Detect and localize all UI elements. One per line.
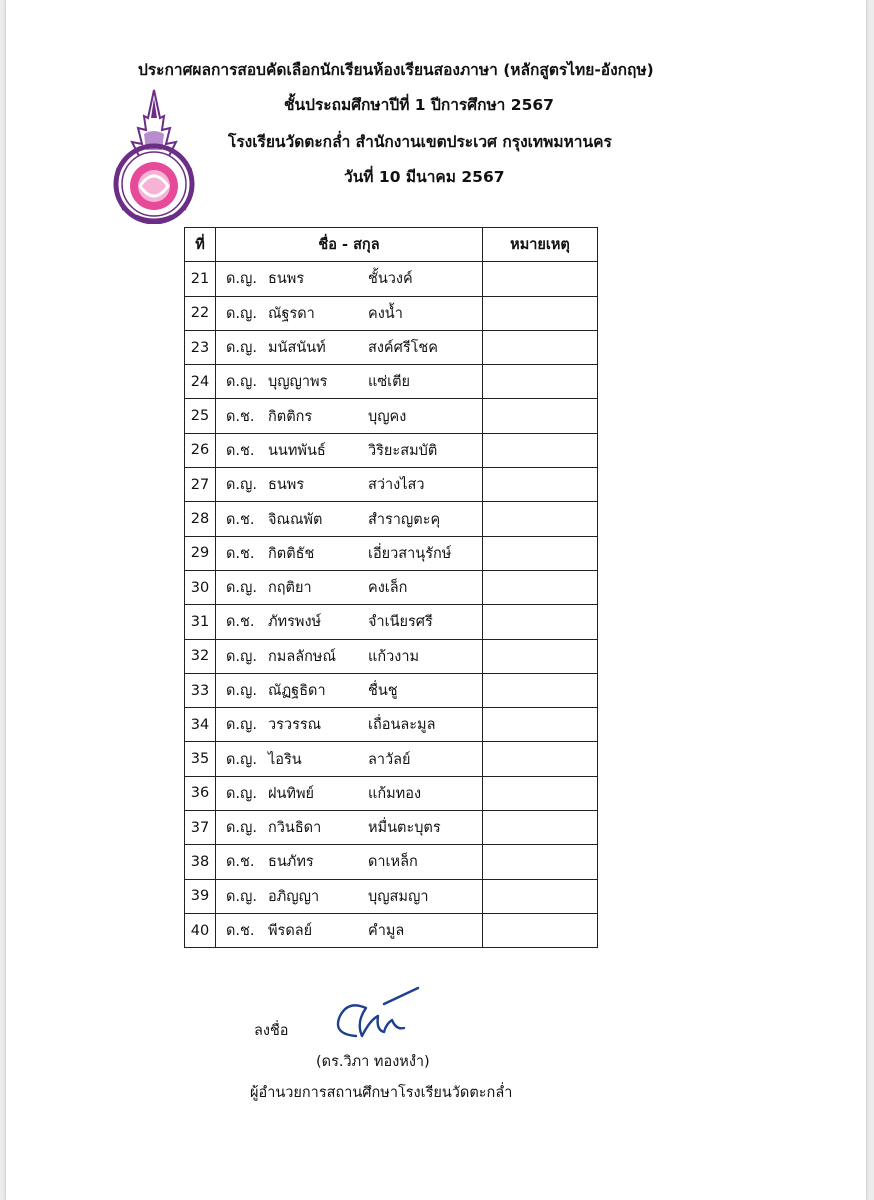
last-name: เอี่ยวสานุรักษ์ (368, 545, 452, 562)
row-remark (483, 296, 598, 330)
table-row (185, 811, 598, 845)
row-remark (483, 399, 598, 433)
row-number: 32 (185, 639, 216, 673)
student-name (216, 742, 483, 776)
header-no: ที่ (185, 228, 216, 262)
first-name: ธนพร (268, 271, 305, 288)
row-remark (483, 570, 598, 604)
table-row (185, 502, 598, 536)
table-row (185, 330, 598, 364)
school-line: โรงเรียนวัดตะกล่ำ สำนักงานเขตประเวศ กรุงเทพมหานคร (228, 133, 612, 151)
name-prefix: ด.ญ. (226, 751, 257, 768)
row-remark (483, 708, 598, 742)
row-number: 24 (185, 365, 216, 399)
table-row (185, 433, 598, 467)
table-row (185, 742, 598, 776)
table-row (185, 296, 598, 330)
name-prefix: ด.ช. (226, 408, 255, 425)
name-prefix: ด.ช. (226, 854, 255, 871)
row-remark (483, 468, 598, 502)
last-name: ดาเหล็ก (368, 854, 418, 871)
name-prefix: ด.ญ. (226, 271, 257, 288)
student-name (216, 845, 483, 879)
first-name: ธนพร (268, 477, 305, 494)
name-prefix: ด.ญ. (226, 305, 257, 322)
last-name: จำเนียรศรี (368, 614, 433, 631)
first-name: กฤติยา (268, 580, 312, 597)
name-prefix: ด.ญ. (226, 374, 257, 391)
name-prefix: ด.ญ. (226, 648, 257, 665)
table-row (185, 708, 598, 742)
student-name (216, 262, 483, 296)
first-name: กวินธิดา (268, 820, 322, 837)
name-prefix: ด.ญ. (226, 888, 257, 905)
student-name (216, 776, 483, 810)
row-number: 25 (185, 399, 216, 433)
row-remark (483, 742, 598, 776)
first-name: อภิญญา (268, 888, 320, 905)
student-name (216, 811, 483, 845)
student-name (216, 433, 483, 467)
last-name: คำมูล (368, 923, 405, 940)
student-name (216, 570, 483, 604)
first-name: วรวรรณ (268, 717, 322, 734)
last-name: คงเล็ก (368, 580, 408, 597)
document-page (6, 0, 866, 1200)
row-number: 22 (185, 296, 216, 330)
school-emblem-icon (104, 88, 204, 224)
name-prefix: ด.ช. (226, 442, 255, 459)
first-name: ไอริน (268, 751, 302, 768)
announcement-title: ประกาศผลการสอบคัดเลือกนักเรียนห้องเรียนสองภาษา (หลักสูตรไทย-อังกฤษ) (138, 61, 654, 79)
signer-title: ผู้อำนวยการสถานศึกษาโรงเรียนวัดตะกล่ำ (250, 1085, 513, 1101)
table-row (185, 262, 598, 296)
first-name: มนัสนันท์ (268, 340, 326, 357)
name-prefix: ด.ญ. (226, 717, 257, 734)
row-remark (483, 673, 598, 707)
row-number: 30 (185, 570, 216, 604)
row-number: 26 (185, 433, 216, 467)
table-row (185, 673, 598, 707)
row-remark (483, 330, 598, 364)
first-name: จิณณพัต (268, 511, 323, 528)
row-number: 33 (185, 673, 216, 707)
table-row (185, 468, 598, 502)
row-remark (483, 365, 598, 399)
first-name: กิตติธัช (268, 545, 315, 562)
student-name (216, 913, 483, 947)
row-number: 27 (185, 468, 216, 502)
header-name: ชื่อ - สกุล (216, 228, 483, 262)
table-row (185, 879, 598, 913)
row-number: 36 (185, 776, 216, 810)
name-prefix: ด.ช. (226, 614, 255, 631)
first-name: ณัฐรดา (268, 305, 315, 322)
name-prefix: ด.ญ. (226, 820, 257, 837)
last-name: สงค์ศรีโชค (368, 340, 438, 357)
last-name: สว่างไสว (368, 477, 425, 494)
first-name: พีรดลย์ (268, 923, 313, 940)
student-table (184, 227, 598, 948)
name-prefix: ด.ญ. (226, 785, 257, 802)
student-name (216, 879, 483, 913)
table-header-row (185, 228, 598, 262)
table-row (185, 570, 598, 604)
row-number: 34 (185, 708, 216, 742)
last-name: หมื่นตะบุตร (368, 820, 441, 837)
first-name: กมลลักษณ์ (268, 648, 336, 665)
name-prefix: ด.ช. (226, 511, 255, 528)
table-row (185, 536, 598, 570)
student-name (216, 502, 483, 536)
last-name: สำราญตะคุ (368, 511, 441, 528)
student-name (216, 605, 483, 639)
name-prefix: ด.ญ. (226, 477, 257, 494)
row-remark (483, 913, 598, 947)
row-remark (483, 433, 598, 467)
table-row (185, 639, 598, 673)
date-line: วันที่ 10 มีนาคม 2567 (344, 168, 505, 186)
first-name: กิตติกร (268, 408, 313, 425)
row-number: 21 (185, 262, 216, 296)
row-remark (483, 879, 598, 913)
row-number: 37 (185, 811, 216, 845)
student-name (216, 673, 483, 707)
last-name: ลาวัลย์ (368, 751, 411, 768)
student-name (216, 330, 483, 364)
row-remark (483, 536, 598, 570)
sign-label: ลงชื่อ (254, 1023, 289, 1039)
first-name: ฝนทิพย์ (268, 785, 315, 802)
name-prefix: ด.ญ. (226, 580, 257, 597)
header-remark: หมายเหตุ (483, 228, 598, 262)
last-name: แซ่เตีย (368, 374, 411, 391)
name-prefix: ด.ญ. (226, 340, 257, 357)
first-name: ภัทรพงษ์ (268, 614, 322, 631)
student-name (216, 399, 483, 433)
row-remark (483, 502, 598, 536)
row-remark (483, 262, 598, 296)
last-name: บุญสมญา (368, 888, 429, 905)
row-number: 29 (185, 536, 216, 570)
name-prefix: ด.ญ. (226, 683, 257, 699)
last-name: วิริยะสมบัติ (368, 442, 438, 459)
handwritten-signature-icon (326, 986, 426, 1046)
student-name (216, 536, 483, 570)
table-row (185, 399, 598, 433)
last-name: เถื่อนละมูล (368, 717, 436, 734)
row-remark (483, 811, 598, 845)
row-number: 40 (185, 913, 216, 947)
table-row (185, 365, 598, 399)
table-row (185, 776, 598, 810)
student-name (216, 468, 483, 502)
last-name: ชั้นวงค์ (368, 271, 413, 288)
student-name (216, 708, 483, 742)
name-prefix: ด.ช. (226, 923, 255, 940)
row-remark (483, 845, 598, 879)
table-row (185, 605, 598, 639)
first-name: ธนภัทร (268, 854, 314, 871)
name-prefix: ด.ช. (226, 545, 255, 562)
row-number: 28 (185, 502, 216, 536)
student-name (216, 296, 483, 330)
first-name: ณัฏฐธิดา (268, 683, 326, 699)
first-name: บุญญาพร (268, 374, 328, 391)
row-remark (483, 639, 598, 673)
row-number: 39 (185, 879, 216, 913)
last-name: บุญคง (368, 408, 407, 425)
last-name: แก้มทอง (368, 785, 422, 802)
row-number: 31 (185, 605, 216, 639)
row-number: 38 (185, 845, 216, 879)
signer-name: (ดร.วิภา ทองหงำ) (316, 1054, 430, 1070)
row-remark (483, 605, 598, 639)
table-row (185, 845, 598, 879)
row-number: 35 (185, 742, 216, 776)
last-name: แก้วงาม (368, 648, 420, 665)
last-name: คงน้ำ (368, 305, 403, 322)
student-name (216, 365, 483, 399)
student-name (216, 639, 483, 673)
row-remark (483, 776, 598, 810)
last-name: ชื่นชู (368, 683, 398, 699)
grade-line: ชั้นประถมศึกษาปีที่ 1 ปีการศึกษา 2567 (284, 96, 554, 114)
row-number: 23 (185, 330, 216, 364)
first-name: นนทพันธ์ (268, 442, 326, 459)
table-row (185, 913, 598, 947)
